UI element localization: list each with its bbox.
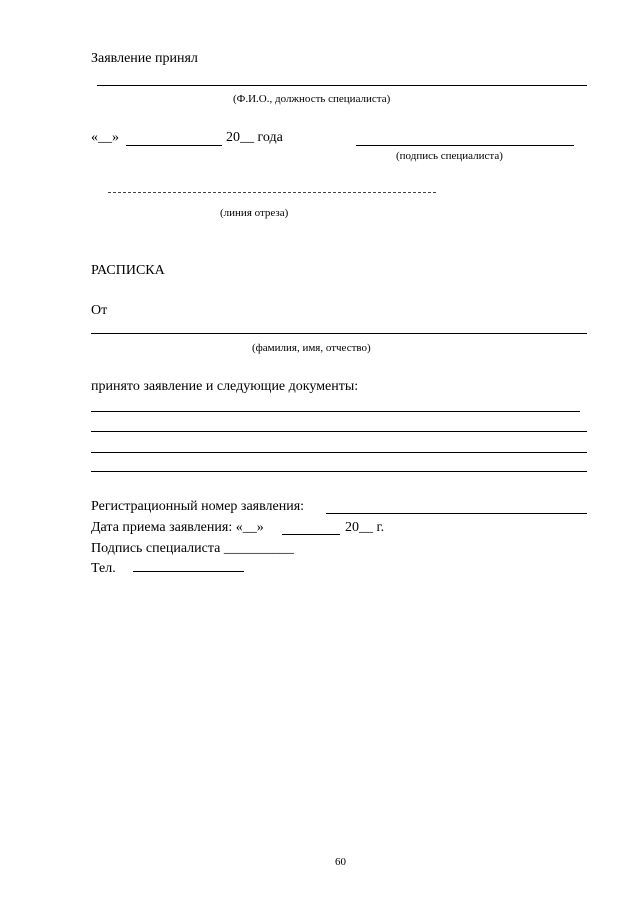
phone-line <box>133 571 244 572</box>
from-label: От <box>91 303 108 318</box>
page-number: 60 <box>335 856 346 868</box>
date-year: 20__ г. <box>345 520 385 535</box>
date-label: Дата приема заявления: «__» <box>91 520 264 535</box>
receipt-date-line <box>282 534 340 535</box>
receipt-title: РАСПИСКА <box>91 263 165 278</box>
cut-line <box>108 192 436 193</box>
name-caption: (фамилия, имя, отчество) <box>252 342 371 354</box>
documents-label: принято заявление и следующие документы: <box>91 379 359 394</box>
accepted-label: Заявление принял <box>91 51 198 66</box>
documents-line-3 <box>91 452 587 453</box>
reg-number-line <box>326 513 587 514</box>
reg-number-label: Регистрационный номер заявления: <box>91 499 305 514</box>
cut-caption: (линия отреза) <box>220 207 289 219</box>
phone-label: Тел. <box>91 561 116 576</box>
fio-line <box>97 85 587 86</box>
signature-label: Подпись специалиста __________ <box>91 541 294 556</box>
documents-line-4 <box>91 471 587 472</box>
signature-caption: (подпись специалиста) <box>396 150 503 162</box>
fio-caption: (Ф.И.О., должность специалиста) <box>233 93 391 105</box>
date-month-line <box>126 145 222 146</box>
date-open: «__» <box>91 130 119 145</box>
signature-line <box>356 145 574 146</box>
name-line <box>91 333 587 334</box>
documents-line-1 <box>91 411 580 412</box>
documents-line-2 <box>91 431 587 432</box>
year-label: 20__ года <box>226 130 283 145</box>
